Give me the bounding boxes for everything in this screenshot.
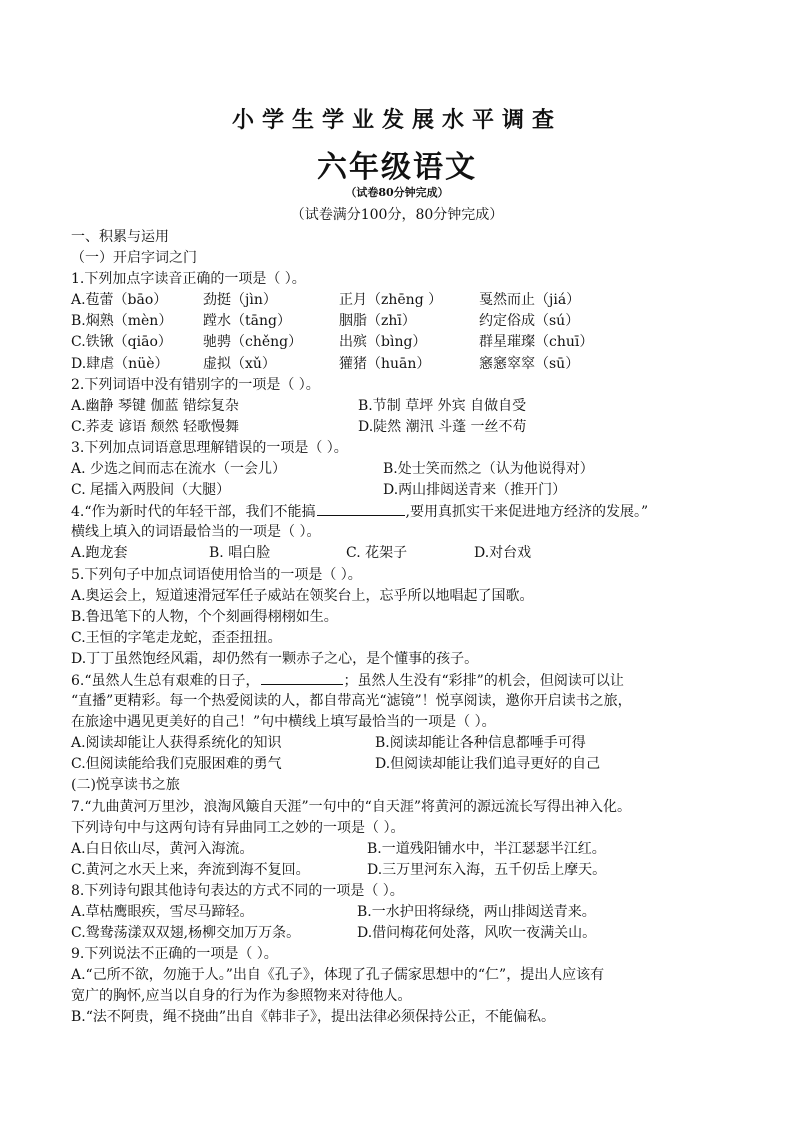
question-9-option-b: B.“法不阿贵，绳不挠曲”出自《韩非子》，提出法律必须保持公正，不能偏私。 <box>71 1009 556 1026</box>
question-1-option-d <box>71 354 736 375</box>
option-c: C.鸳鸯荡漾双双翅,杨柳交加万万条。 <box>71 925 301 942</box>
question-7-options-ab <box>71 839 736 860</box>
question-4-stem <box>71 501 736 522</box>
question-4-options <box>71 543 736 564</box>
question-9-option-a-cont: 宽广的胸怀,应当以自身的行为作为参照物来对待他人。 <box>71 988 412 1005</box>
option-word: 劲挺（jìn） <box>203 292 277 309</box>
option-word: A.苞蕾（bāo） <box>71 292 168 309</box>
question-8-options-ab <box>71 902 736 923</box>
question-5-option-c: C.王恒的字笔走龙蛇，歪歪扭扭。 <box>71 629 282 646</box>
option-a: A. 少选之间而志在流水（一会儿） <box>71 461 287 478</box>
option-a: A.阅读却能让人获得系统化的知识 <box>71 735 282 752</box>
option-word: B.焖熟（mèn） <box>71 313 173 330</box>
question-6-stem <box>71 670 736 691</box>
question-6-options-ab <box>71 733 736 754</box>
time-note: （试卷80分钟完成） <box>345 186 449 199</box>
option-word: D.肆虐（nüè） <box>71 355 169 372</box>
option-d: D.但阅读却能让我们追寻更好的自己 <box>375 756 601 773</box>
option-word: 虚拟（xǔ） <box>203 355 276 372</box>
question-body <box>71 227 736 1029</box>
option-b: B.处士笑而然之（认为他说得对） <box>383 461 594 478</box>
option-a: A.跑龙套 <box>71 545 128 562</box>
option-word: 群星璀璨（chuī） <box>479 334 594 351</box>
question-6-stem-line2: “直播”更精彩。每一个热爱阅读的人，都自带高光“滤镜”！悦享阅读，邀你开启读书之旅， <box>71 693 632 710</box>
survey-title: 小学生学业发展水平调查 <box>231 107 562 133</box>
question-5-stem: 5.下列句子中加点词语使用恰当的一项是（ ）。 <box>71 566 362 583</box>
option-word: 正月（zhēng ） <box>339 292 443 309</box>
question-3-options-ab <box>71 459 736 480</box>
option-word: 约定俗成（sú） <box>479 313 580 330</box>
question-1-stem: 1.下列加点字读音正确的一项是（ ）。 <box>71 271 306 288</box>
question-6-options-cd <box>71 754 736 775</box>
question-9-option-a: A.“己所不欲，勿施于人。”出自《孔子》，体现了孔子儒家思想中的“仁”，提出人应该有 <box>71 967 605 984</box>
question-7-stem-line2: 下列诗句中与这两句诗有异曲同工之妙的一项是（ ）。 <box>71 819 405 836</box>
stem-text: ；虽然人生没有“彩排”的机会，但阅读可以让 <box>343 672 624 689</box>
fill-blank <box>261 670 343 685</box>
question-3-options-cd <box>71 480 736 501</box>
option-word: 驰骋（chěng） <box>203 334 303 351</box>
option-a: A.草枯鹰眼疾，雪尽马蹄轻。 <box>71 904 254 920</box>
question-9-stem: 9.下列说法不正确的一项是（ ）。 <box>71 946 278 963</box>
question-7-options-cd <box>71 860 736 881</box>
option-a: A.幽静 琴键 伽蓝 错综复杂 <box>71 397 239 414</box>
stem-text: ,要用真抓实干来促进地方经济的发展。” <box>405 504 649 521</box>
stem-text: 4.“作为新时代的年轻干部，我们不能搞 <box>71 504 316 521</box>
option-word: 戛然而止（jiá） <box>479 292 581 309</box>
fill-blank <box>317 501 405 516</box>
question-1-option-a <box>71 290 736 311</box>
question-2-stem: 2.下列词语中没有错别字的一项是（ ）。 <box>71 376 320 393</box>
question-1-option-c <box>71 332 736 353</box>
question-5-option-d: D.丁丁虽然饱经风霜，却仍然有一颗赤子之心，是个懂事的孩子。 <box>71 650 479 667</box>
option-b: B.一道残阳铺水中，半江瑟瑟半江红。 <box>367 840 606 857</box>
question-6-stem-line3: 在旅途中遇见更美好的自己！”句中横线上填写最恰当的一项是（ ）。 <box>71 714 496 731</box>
section-heading: 一、积累与运用 <box>71 229 169 245</box>
score-note: （试卷满分100分，80分钟完成） <box>290 207 504 223</box>
question-7-stem: 7.“九曲黄河万里沙，浪淘风簸自天涯”一句中的“自天涯”将黄河的源远流长写得出神入化。 <box>71 798 631 815</box>
question-5-option-a: A.奥运会上，短道速滑冠军任子威站在领奖台上，忘乎所以地唱起了国歌。 <box>71 587 534 604</box>
option-word: 出殡（bìng） <box>339 334 427 351</box>
option-word: 胭脂（zhī） <box>339 313 416 330</box>
option-c: C. 尾擂入两股间（大腿） <box>71 482 231 499</box>
option-b: B.一水护田将绿绕，两山排闼送青来。 <box>357 904 596 920</box>
option-c: C.荞麦 谚语 颓然 轻歌慢舞 <box>71 418 240 435</box>
stem-text: 6.“虽然人生总有艰难的日子， <box>71 672 260 689</box>
option-word: 獾猪（huān） <box>339 355 431 372</box>
option-d: D.三万里河东入海，五千仞岳上摩天。 <box>367 861 607 878</box>
subject-title: 六年级语文 <box>317 150 477 185</box>
question-2-options-cd <box>71 417 736 438</box>
option-word: 蹚水（tāng） <box>203 313 291 330</box>
part-heading: （一）开启字词之门 <box>71 250 197 267</box>
question-8-stem: 8.下列诗句跟其他诗句表达的方式不同的一项是（ ）。 <box>71 882 404 899</box>
question-4-stem-line2: 横线上填入的词语最恰当的一项是（ ）。 <box>71 524 321 541</box>
question-1-option-b <box>71 311 736 332</box>
option-b: B. 唱白脸 <box>209 545 271 562</box>
option-d: D.对台戏 <box>474 545 532 562</box>
option-d: D.陡然 潮汛 斗蓬 一丝不苟 <box>358 418 527 435</box>
question-3-stem: 3.下列加点词语意思理解错误的一项是（ ）。 <box>71 439 348 456</box>
question-8-options-cd <box>71 923 736 944</box>
option-c: C.但阅读能给我们克服困难的勇气 <box>71 756 282 773</box>
option-d: D.借问梅花何处落，风吹一夜满关山。 <box>357 925 597 942</box>
option-word: 窸窸窣窣（sū） <box>479 355 580 372</box>
option-word: C.铁锹（qiāo） <box>71 334 172 351</box>
option-c: C.黄河之水天上来，奔流到海不复回。 <box>71 861 310 878</box>
question-2-options-ab <box>71 396 736 417</box>
question-5-option-b: B.鲁迅笔下的人物，个个刻画得栩栩如生。 <box>71 608 338 625</box>
option-c: C. 花架子 <box>346 545 408 562</box>
option-d: D.两山排闼送青来（推开门） <box>383 482 567 499</box>
option-b: B.节制 草坪 外宾 自做自受 <box>358 397 527 414</box>
option-a: A.白日依山尽，黄河入海流。 <box>71 840 254 857</box>
option-b: B.阅读却能让各种信息都唾手可得 <box>375 735 586 752</box>
part-heading: (二)悦享读书之旅 <box>71 777 180 794</box>
